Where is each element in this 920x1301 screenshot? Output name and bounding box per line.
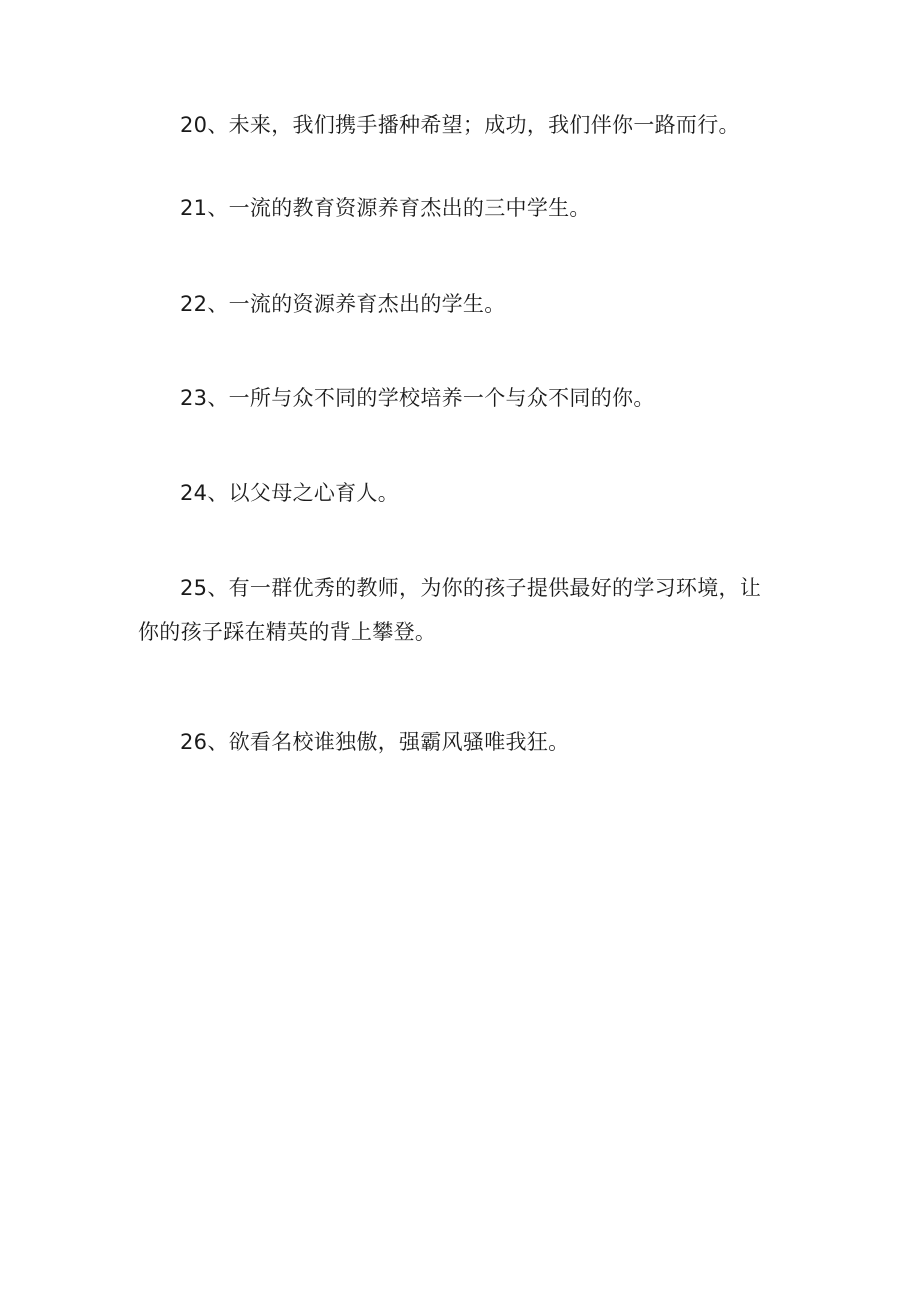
slogan-item: 26、欲看名校谁独傲，强霸风骚唯我狂。 [180, 730, 570, 754]
slogan-item: 20、未来，我们携手播种希望；成功，我们伴你一路而行。 [180, 113, 740, 137]
slogan-item: 23、一所与众不同的学校培养一个与众不同的你。 [180, 386, 655, 410]
slogan-item: 25、有一群优秀的教师，为你的孩子提供最好的学习环境，让你的孩子踩在精英的背上攀登。 [138, 576, 762, 644]
slogan-item: 21、一流的教育资源养育杰出的三中学生。 [180, 196, 591, 220]
slogan-item: 22、一流的资源养育杰出的学生。 [180, 292, 506, 316]
slogan-item: 24、以父母之心育人。 [180, 481, 400, 505]
